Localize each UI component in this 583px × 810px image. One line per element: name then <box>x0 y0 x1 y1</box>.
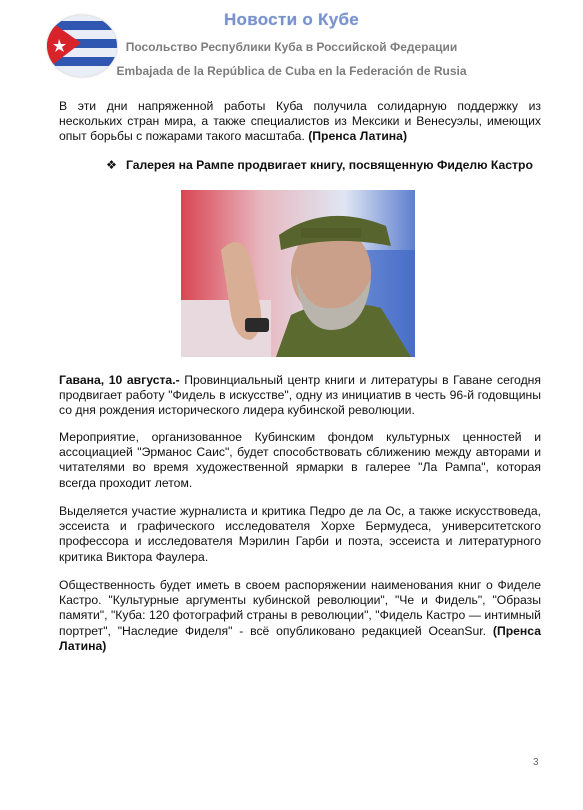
diamond-bullet-icon: ❖ <box>106 158 117 172</box>
embassy-name-ru: Посольство Республики Куба в Российской Федерации <box>125 40 458 54</box>
article-paragraph-3 <box>59 504 541 565</box>
embassy-name-es: Embajada de la República de Cuba en la Federación de Rusia <box>116 64 467 78</box>
article-photo <box>181 190 415 357</box>
intro-paragraph <box>59 99 541 145</box>
article-p4-text: Общественность будет иметь в своем распоряжении наименования книг о Фиделе Кастро. "Культурные аргументы кубинской революции", "Че и Фидель", "Образы памяти", "Куба: 120 фотографий страны в революции", "Фидель Кастро — интимный портрет", "Наследие Фиделя" - всё опубликовано редакцией OceanSur. <box>59 578 541 638</box>
article-headline-text: Галерея на Рампе продвигает книгу, посвященную Фиделю Кастро <box>126 158 533 172</box>
article-paragraph-2 <box>59 430 541 491</box>
page-header <box>0 0 583 88</box>
intro-source: (Пренса Латина) <box>308 129 408 144</box>
article-headline <box>105 158 545 172</box>
article-paragraph-1 <box>59 373 541 419</box>
article-p2-text: Мероприятие, организованное Кубинским фондом культурных ценностей и ассоциацией "Эрманос Саис", будет способствовать сближению между авторами и читателями во время художественной ярмарки в галерее "Ла Рампа", которая всегда проходит летом. <box>59 430 541 490</box>
newsletter-title: Новости о Кубе <box>223 10 360 29</box>
intro-text: В эти дни напряженной работы Куба получила солидарную поддержку из нескольких стран мира, а также специалистов из Мексики и Венесуэлы, имеющих опыт борьбы с пожарами такого масштаба. <box>59 99 541 144</box>
article-p1-text: Провинциальный центр книги и литературы в Гаване сегодня продвигает работу "Фидель в искусстве", одну из инициатив в честь 96-й годовщины со дня рождения исторического лидера кубинской революции. <box>59 373 542 418</box>
article-paragraph-4 <box>59 578 541 654</box>
article-source: (Пренса Латина) <box>59 623 541 653</box>
page-number: 3 <box>533 757 539 768</box>
article-dateline: Гавана, 10 августа.- <box>59 373 180 387</box>
article-p3-text: Выделяется участие журналиста и критика Педро де ла Ос, а также искусствоведа, эссеиста и графического исследователя Хорхе Бермудеса, университетского профессора и исследователя Мэрилин Гарби и поэта, эссеиста и литературного критика Виктора Фаулера. <box>59 504 541 564</box>
